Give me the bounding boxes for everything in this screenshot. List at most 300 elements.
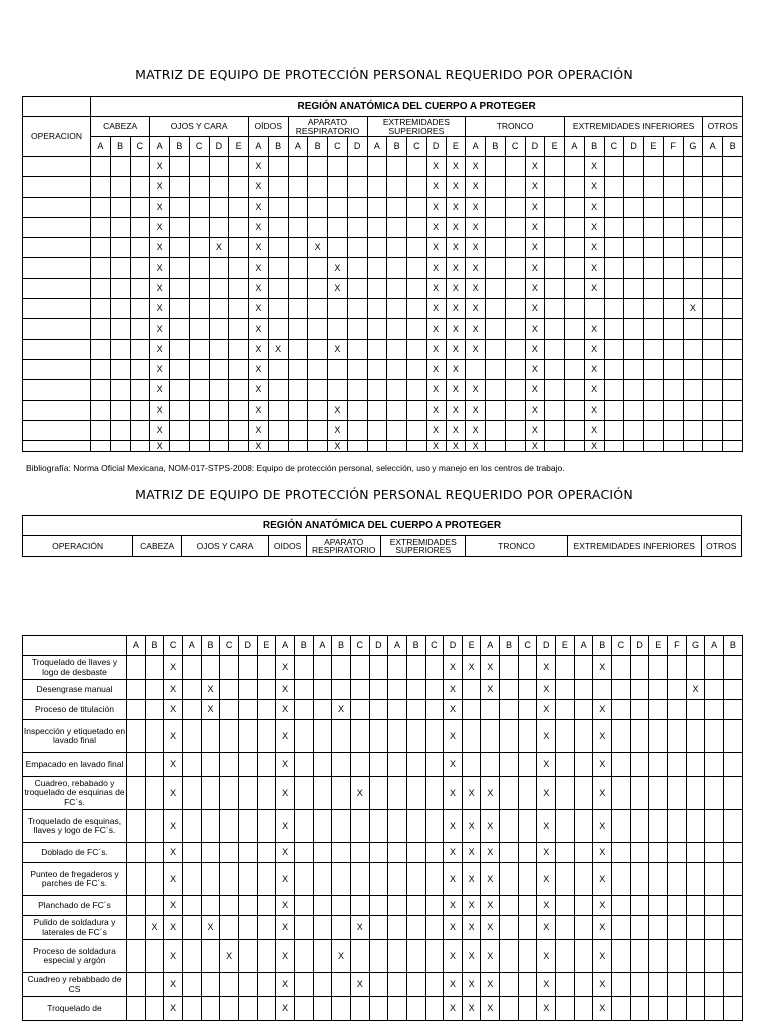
matrix-cell bbox=[189, 339, 209, 359]
table-row bbox=[23, 217, 743, 237]
matrix-cell bbox=[130, 197, 150, 217]
matrix-cell bbox=[612, 997, 631, 1021]
matrix-cell bbox=[369, 916, 388, 940]
matrix-cell: X bbox=[328, 441, 348, 452]
matrix-cell: X bbox=[462, 997, 481, 1021]
matrix-cell: X bbox=[537, 753, 556, 777]
matrix-cell bbox=[388, 753, 407, 777]
matrix-cell bbox=[127, 843, 146, 863]
group-header: OTROS bbox=[701, 536, 741, 557]
matrix-cell bbox=[130, 420, 150, 440]
matrix-cell bbox=[268, 420, 288, 440]
matrix-cell bbox=[220, 720, 239, 753]
sub-header: E bbox=[644, 137, 664, 157]
matrix-cell bbox=[170, 441, 190, 452]
table-row bbox=[23, 997, 743, 1021]
matrix-cell: X bbox=[249, 380, 269, 400]
matrix-cell: X bbox=[276, 700, 295, 720]
matrix-cell bbox=[328, 197, 348, 217]
matrix-cell bbox=[294, 896, 313, 916]
matrix-cell bbox=[686, 777, 705, 810]
matrix-cell: X bbox=[537, 940, 556, 973]
matrix-cell bbox=[630, 700, 649, 720]
matrix-cell bbox=[268, 278, 288, 298]
matrix-cell bbox=[462, 680, 481, 700]
matrix-cell bbox=[145, 810, 164, 843]
matrix-cell bbox=[505, 299, 525, 319]
operation-cell bbox=[23, 359, 91, 379]
matrix-cell bbox=[189, 197, 209, 217]
matrix-cell bbox=[462, 700, 481, 720]
matrix-cell: X bbox=[249, 197, 269, 217]
matrix-cell bbox=[182, 753, 201, 777]
sub-header: B bbox=[387, 137, 407, 157]
matrix-cell bbox=[367, 299, 387, 319]
matrix-cell bbox=[624, 400, 644, 420]
group-header: OÍDOS bbox=[249, 117, 289, 137]
matrix-cell bbox=[388, 777, 407, 810]
matrix-cell: X bbox=[249, 400, 269, 420]
matrix-cell bbox=[387, 420, 407, 440]
matrix-cell bbox=[229, 420, 249, 440]
matrix-cell bbox=[668, 896, 687, 916]
sub-header: E bbox=[229, 137, 249, 157]
matrix-cell bbox=[220, 997, 239, 1021]
matrix-cell bbox=[308, 299, 328, 319]
matrix-cell bbox=[663, 217, 683, 237]
matrix-cell bbox=[308, 177, 328, 197]
matrix-cell bbox=[145, 720, 164, 753]
matrix-cell bbox=[229, 380, 249, 400]
matrix-cell: X bbox=[462, 863, 481, 896]
matrix-cell bbox=[91, 217, 111, 237]
matrix-cell bbox=[565, 359, 585, 379]
matrix-cell bbox=[649, 916, 668, 940]
matrix-cell bbox=[630, 973, 649, 997]
matrix-cell bbox=[604, 217, 624, 237]
matrix-cell bbox=[91, 258, 111, 278]
matrix-cell bbox=[407, 177, 427, 197]
matrix-cell bbox=[686, 810, 705, 843]
matrix-cell bbox=[668, 863, 687, 896]
matrix-cell bbox=[308, 319, 328, 339]
matrix-cell: X bbox=[537, 997, 556, 1021]
matrix-cell bbox=[288, 380, 308, 400]
matrix-cell bbox=[201, 843, 220, 863]
matrix-cell bbox=[630, 997, 649, 1021]
matrix-cell bbox=[703, 157, 723, 177]
matrix-cell bbox=[407, 400, 427, 420]
matrix-cell bbox=[127, 997, 146, 1021]
matrix-cell bbox=[288, 400, 308, 420]
matrix-cell: X bbox=[150, 217, 170, 237]
matrix-cell: X bbox=[444, 810, 463, 843]
sub-header: A bbox=[150, 137, 170, 157]
matrix-cell: X bbox=[444, 777, 463, 810]
matrix-cell bbox=[308, 258, 328, 278]
matrix-cell bbox=[724, 777, 743, 810]
matrix-cell: X bbox=[462, 973, 481, 997]
matrix-cell bbox=[649, 777, 668, 810]
matrix-cell: X bbox=[276, 843, 295, 863]
matrix-cell: X bbox=[350, 916, 369, 940]
matrix-cell bbox=[565, 441, 585, 452]
sub-header: B bbox=[268, 137, 288, 157]
region-header: REGIÓN ANATÓMICA DEL CUERPO A PROTEGER bbox=[23, 516, 742, 536]
matrix-cell: X bbox=[466, 441, 486, 452]
matrix-cell bbox=[313, 720, 332, 753]
sub-header: B bbox=[584, 137, 604, 157]
matrix-cell bbox=[612, 700, 631, 720]
matrix-cell bbox=[705, 863, 724, 896]
matrix-cell: X bbox=[462, 810, 481, 843]
matrix-cell: X bbox=[150, 400, 170, 420]
matrix-cell bbox=[170, 299, 190, 319]
matrix-cell bbox=[545, 319, 565, 339]
matrix-cell: X bbox=[201, 700, 220, 720]
matrix-cell bbox=[182, 777, 201, 810]
matrix-cell bbox=[313, 916, 332, 940]
matrix-cell: X bbox=[249, 177, 269, 197]
matrix-cell: X bbox=[537, 720, 556, 753]
matrix-cell bbox=[220, 843, 239, 863]
matrix-cell bbox=[545, 217, 565, 237]
matrix-cell bbox=[612, 843, 631, 863]
matrix-cell bbox=[545, 278, 565, 298]
matrix-cell bbox=[110, 420, 130, 440]
matrix-cell bbox=[574, 940, 593, 973]
matrix-cell bbox=[229, 299, 249, 319]
matrix-cell: X bbox=[150, 238, 170, 258]
matrix-cell bbox=[406, 700, 425, 720]
matrix-cell bbox=[367, 319, 387, 339]
matrix-cell: X bbox=[276, 680, 295, 700]
matrix-cell bbox=[387, 400, 407, 420]
matrix-cell bbox=[288, 157, 308, 177]
matrix-cell: X bbox=[446, 400, 466, 420]
matrix-cell bbox=[565, 238, 585, 258]
matrix-cell bbox=[505, 441, 525, 452]
matrix-cell bbox=[130, 319, 150, 339]
matrix-cell bbox=[705, 753, 724, 777]
matrix-cell: X bbox=[466, 197, 486, 217]
matrix-cell bbox=[170, 177, 190, 197]
matrix-cell bbox=[630, 720, 649, 753]
matrix-cell bbox=[209, 339, 229, 359]
group-header: OJOS Y CARA bbox=[182, 536, 269, 557]
matrix-cell: X bbox=[164, 916, 183, 940]
matrix-cell bbox=[350, 940, 369, 973]
matrix-cell bbox=[683, 217, 703, 237]
matrix-cell bbox=[182, 843, 201, 863]
sub-header: C bbox=[220, 636, 239, 656]
sub-header: A bbox=[313, 636, 332, 656]
matrix-cell bbox=[630, 940, 649, 973]
matrix-cell bbox=[604, 339, 624, 359]
matrix-cell bbox=[369, 753, 388, 777]
matrix-cell bbox=[518, 896, 537, 916]
operation-cell bbox=[23, 339, 91, 359]
matrix-cell bbox=[556, 680, 575, 700]
matrix-cell bbox=[425, 940, 444, 973]
sub-header: D bbox=[238, 636, 257, 656]
operation-cell: Empacado en lavado final bbox=[23, 753, 127, 777]
matrix-cell bbox=[127, 700, 146, 720]
matrix-cell bbox=[703, 217, 723, 237]
matrix-cell: X bbox=[150, 380, 170, 400]
matrix-cell bbox=[630, 916, 649, 940]
matrix-cell bbox=[486, 400, 506, 420]
matrix-cell bbox=[518, 843, 537, 863]
sub-header: A bbox=[276, 636, 295, 656]
matrix-cell bbox=[644, 400, 664, 420]
matrix-cell bbox=[347, 197, 367, 217]
matrix-cell bbox=[686, 700, 705, 720]
matrix-cell: X bbox=[525, 380, 545, 400]
matrix-cell: X bbox=[466, 217, 486, 237]
matrix-cell bbox=[91, 339, 111, 359]
matrix-cell: X bbox=[249, 238, 269, 258]
matrix-cell bbox=[683, 278, 703, 298]
operation-cell: Proceso de soldadura especial y argón bbox=[23, 940, 127, 973]
matrix-cell bbox=[257, 940, 276, 973]
matrix-cell bbox=[574, 700, 593, 720]
matrix-cell: X bbox=[525, 197, 545, 217]
matrix-cell bbox=[209, 359, 229, 379]
matrix-cell bbox=[294, 753, 313, 777]
matrix-cell bbox=[649, 753, 668, 777]
matrix-cell bbox=[189, 441, 209, 452]
matrix-cell bbox=[369, 863, 388, 896]
matrix-cell bbox=[407, 238, 427, 258]
matrix-cell: X bbox=[426, 217, 446, 237]
matrix-cell bbox=[705, 680, 724, 700]
matrix-cell bbox=[663, 238, 683, 258]
matrix-cell: X bbox=[466, 177, 486, 197]
matrix-cell bbox=[644, 278, 664, 298]
matrix-cell: X bbox=[593, 940, 612, 973]
matrix-cell bbox=[238, 753, 257, 777]
matrix-cell bbox=[683, 238, 703, 258]
sub-header: B bbox=[332, 636, 351, 656]
sub-header: E bbox=[257, 636, 276, 656]
matrix-cell bbox=[500, 863, 519, 896]
matrix-cell bbox=[683, 258, 703, 278]
matrix-cell bbox=[612, 896, 631, 916]
matrix-cell bbox=[723, 339, 743, 359]
matrix-cell bbox=[705, 720, 724, 753]
matrix-cell: X bbox=[164, 843, 183, 863]
sub-header: E bbox=[462, 636, 481, 656]
matrix-cell: X bbox=[584, 380, 604, 400]
matrix-cell bbox=[668, 777, 687, 810]
matrix-cell: X bbox=[249, 157, 269, 177]
matrix-cell bbox=[182, 810, 201, 843]
matrix-cell bbox=[313, 843, 332, 863]
matrix-cell bbox=[229, 157, 249, 177]
matrix-cell bbox=[683, 380, 703, 400]
matrix-cell bbox=[229, 400, 249, 420]
matrix-cell: X bbox=[164, 680, 183, 700]
matrix-cell bbox=[369, 777, 388, 810]
matrix-cell bbox=[347, 177, 367, 197]
matrix-cell: X bbox=[444, 916, 463, 940]
matrix-cell bbox=[545, 441, 565, 452]
matrix-cell bbox=[644, 319, 664, 339]
matrix-cell: X bbox=[537, 843, 556, 863]
sub-header: C bbox=[425, 636, 444, 656]
matrix-cell: X bbox=[444, 896, 463, 916]
matrix-cell: X bbox=[446, 319, 466, 339]
matrix-cell bbox=[288, 441, 308, 452]
matrix-cell bbox=[229, 238, 249, 258]
sub-header: C bbox=[407, 137, 427, 157]
matrix-cell bbox=[288, 420, 308, 440]
matrix-cell bbox=[703, 258, 723, 278]
matrix-cell bbox=[518, 753, 537, 777]
matrix-cell bbox=[668, 656, 687, 680]
matrix-cell bbox=[406, 777, 425, 810]
matrix-cell bbox=[313, 777, 332, 810]
matrix-cell bbox=[593, 680, 612, 700]
region-header: REGIÓN ANATÓMICA DEL CUERPO A PROTEGER bbox=[91, 97, 743, 117]
matrix-cell bbox=[630, 843, 649, 863]
matrix-cell bbox=[486, 299, 506, 319]
matrix-cell bbox=[683, 400, 703, 420]
matrix-cell bbox=[407, 319, 427, 339]
matrix-cell bbox=[388, 997, 407, 1021]
table-row bbox=[23, 157, 743, 177]
matrix-cell bbox=[127, 916, 146, 940]
matrix-cell bbox=[668, 753, 687, 777]
matrix-cell: X bbox=[444, 997, 463, 1021]
matrix-cell: X bbox=[328, 400, 348, 420]
matrix-cell bbox=[170, 197, 190, 217]
matrix-cell bbox=[110, 238, 130, 258]
matrix-cell bbox=[313, 680, 332, 700]
matrix-cell bbox=[644, 441, 664, 452]
matrix-cell: X bbox=[150, 359, 170, 379]
matrix-cell bbox=[367, 157, 387, 177]
matrix-cell bbox=[703, 197, 723, 217]
matrix-cell bbox=[644, 157, 664, 177]
matrix-cell bbox=[308, 197, 328, 217]
matrix-cell bbox=[518, 863, 537, 896]
matrix-cell bbox=[268, 157, 288, 177]
matrix-cell bbox=[556, 700, 575, 720]
sub-header: A bbox=[182, 636, 201, 656]
matrix-cell bbox=[201, 863, 220, 896]
matrix-cell bbox=[574, 997, 593, 1021]
matrix-cell bbox=[723, 441, 743, 452]
matrix-cell bbox=[145, 680, 164, 700]
operation-cell bbox=[23, 177, 91, 197]
matrix-cell: X bbox=[584, 197, 604, 217]
sub-header: E bbox=[649, 636, 668, 656]
matrix-cell bbox=[505, 217, 525, 237]
table-row bbox=[23, 441, 743, 452]
table-row bbox=[23, 656, 743, 680]
matrix-cell: X bbox=[446, 299, 466, 319]
matrix-cell bbox=[308, 400, 328, 420]
sub-header: C bbox=[505, 137, 525, 157]
matrix-cell: X bbox=[593, 863, 612, 896]
matrix-cell bbox=[574, 720, 593, 753]
matrix-cell bbox=[367, 177, 387, 197]
matrix-cell: X bbox=[350, 777, 369, 810]
matrix-cell bbox=[388, 916, 407, 940]
matrix-cell bbox=[574, 843, 593, 863]
matrix-cell bbox=[350, 810, 369, 843]
matrix-cell bbox=[332, 863, 351, 896]
matrix-cell bbox=[238, 810, 257, 843]
matrix-cell bbox=[705, 940, 724, 973]
matrix-cell bbox=[268, 197, 288, 217]
matrix-cell bbox=[686, 916, 705, 940]
matrix-cell: X bbox=[593, 997, 612, 1021]
sub-header: E bbox=[556, 636, 575, 656]
sub-header: C bbox=[350, 636, 369, 656]
sub-header: A bbox=[703, 137, 723, 157]
matrix-cell bbox=[145, 656, 164, 680]
matrix-cell bbox=[367, 197, 387, 217]
matrix-cell bbox=[294, 680, 313, 700]
matrix-cell: X bbox=[164, 810, 183, 843]
matrix-cell bbox=[574, 863, 593, 896]
matrix-cell bbox=[663, 339, 683, 359]
matrix-cell bbox=[703, 238, 723, 258]
matrix-cell bbox=[624, 238, 644, 258]
matrix-cell bbox=[387, 319, 407, 339]
matrix-cell bbox=[624, 258, 644, 278]
matrix-cell: X bbox=[426, 177, 446, 197]
matrix-cell bbox=[130, 217, 150, 237]
matrix-cell bbox=[170, 339, 190, 359]
matrix-cell: X bbox=[584, 339, 604, 359]
matrix-cell bbox=[663, 400, 683, 420]
table-row bbox=[23, 359, 743, 379]
sub-header: C bbox=[604, 137, 624, 157]
matrix-cell bbox=[565, 157, 585, 177]
matrix-cell bbox=[288, 258, 308, 278]
matrix-cell bbox=[130, 359, 150, 379]
matrix-cell bbox=[663, 258, 683, 278]
matrix-cell bbox=[288, 177, 308, 197]
matrix-cell bbox=[500, 700, 519, 720]
matrix-cell bbox=[220, 753, 239, 777]
matrix-cell bbox=[425, 656, 444, 680]
matrix-cell bbox=[220, 680, 239, 700]
operation-header-empty bbox=[23, 636, 127, 656]
matrix-cell bbox=[574, 896, 593, 916]
matrix-cell bbox=[505, 420, 525, 440]
matrix-cell bbox=[574, 753, 593, 777]
matrix-cell bbox=[505, 359, 525, 379]
matrix-cell bbox=[407, 157, 427, 177]
matrix-cell bbox=[565, 217, 585, 237]
matrix-cell bbox=[649, 896, 668, 916]
matrix-cell bbox=[705, 896, 724, 916]
matrix-cell bbox=[612, 810, 631, 843]
matrix-cell bbox=[545, 339, 565, 359]
matrix-cell bbox=[288, 278, 308, 298]
group-header: APARATO RESPIRATORIO bbox=[288, 117, 367, 137]
matrix-cell bbox=[347, 420, 367, 440]
matrix-cell bbox=[481, 753, 500, 777]
matrix-cell bbox=[612, 940, 631, 973]
sub-header: A bbox=[574, 636, 593, 656]
matrix-cell: X bbox=[466, 258, 486, 278]
